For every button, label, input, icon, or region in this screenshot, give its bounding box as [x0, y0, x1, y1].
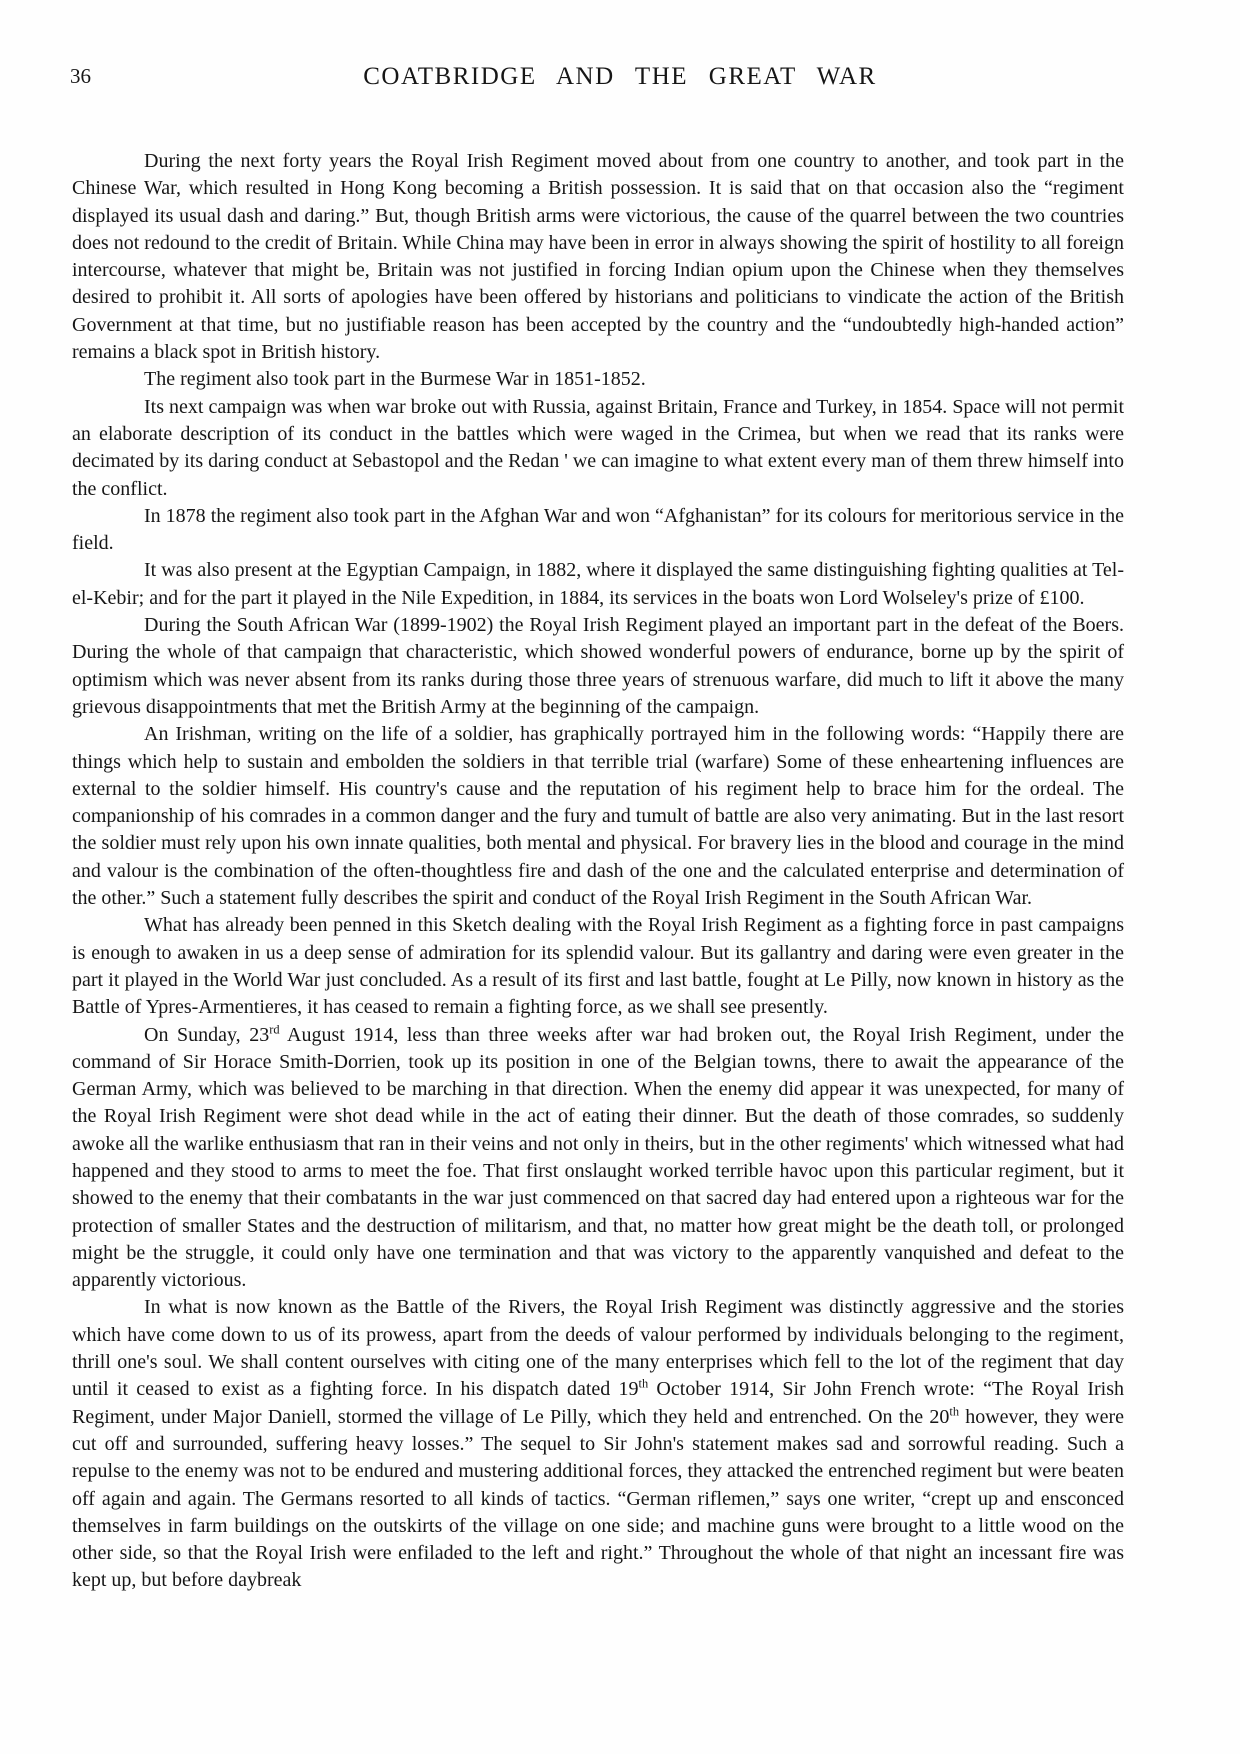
paragraph: In 1878 the regiment also took part in the Afghan War and won “Afghanistan” for its colours for meritorious service in the field.: [72, 504, 1124, 555]
running-title: COATBRIDGE AND THE GREAT WAR: [363, 63, 877, 90]
paragraph: Its next campaign was when war broke out with Russia, against Britain, France and Turkey, in 1854. Space will not permit an elaborate description of its conduct in the battles which were waged in the Crimea, but when we read that its ranks were decimated by its daring conduct at Sebastopol and the Redan ' we can imagine to what extent every man of them threw himself into the conflict.: [72, 395, 1124, 500]
paragraph: What has already been penned in this Sketch dealing with the Royal Irish Regiment as a fighting force in past campaigns is enough to awaken in us a deep sense of admiration for its splendid valour. But its gallantry and daring were even greater in the part it played in the World War just concluded. As a result of its first and last battle, fought at Le Pilly, now known in history as the Battle of Ypres-Armentieres, it has ceased to remain a fighting force, as we shall see presently.: [72, 914, 1124, 1019]
paragraph: On Sunday, 23rd August 1914, less than three weeks after war had broken out, the Royal Irish Regiment, under the command of Sir Horace Smith-Dorrien, took up its position in one of the Belgian towns, there to await the appearance of the German Army, which was believed to be marching in that direction. When the enemy did appear it was unexpected, for many of the Royal Irish Regiment were shot dead while in the act of eating their dinner. But the death of those comrades, so suddenly awoke all the warlike enthusiasm that ran in their veins and not only in theirs, but in the other regiments' which witnessed what had happened and they stood to arms to meet the foe. That first onslaught worked terrible havoc upon this particular regiment, but it showed to the enemy that their combatants in the war just commenced on that sacred day had entered upon a righteous war for the protection of smaller States and the destruction of militarism, and that, no matter how great might be the death toll, or prolonged might be the struggle, it could only have one termination and that was victory to the apparently vanquished and defeat to the apparently victorious.: [72, 1021, 1124, 1292]
page-body: [72, 148, 1124, 1595]
page-header: [0, 0, 1240, 96]
paragraph: During the South African War (1899-1902) the Royal Irish Regiment played an important part in the defeat of the Boers. During the whole of that campaign that characteristic, which showed wonderful powers of endurance, borne up by the spirit of optimism which was never absent from its ranks during those three years of strenuous warfare, did much to lift it above the many grievous disappointments that met the British Army at the beginning of the campaign.: [72, 614, 1124, 718]
paragraph: An Irishman, writing on the life of a soldier, has graphically portrayed him in the following words: “Happily there are things which help to sustain and embolden the soldiers in that terrible trial (warfare) Some of these enheartening influences are external to the soldier himself. His country's cause and the reputation of his regiment help to brace him for the ordeal. The companionship of his comrades in a common danger and the fury and tumult of battle are also very animating. But in the last resort the soldier must rely upon his own innate qualities, both mental and physical. For bravery lies in the blood and courage in the mind and valour is the combination of the often-thoughtless fire and dash of the one and the calculated enterprise and determination of the other.” Such a statement fully describes the spirit and conduct of the Royal Irish Regiment in the South African War.: [72, 723, 1124, 910]
paragraph: During the next forty years the Royal Irish Regiment moved about from one country to another, and took part in the Chinese War, which resulted in Hong Kong becoming a British possession. It is said that on that occasion also the “regiment displayed its usual dash and daring.” But, though British arms were victorious, the cause of the quarrel between the two countries does not redound to the credit of Britain. While China may have been in error in always showing the spirit of hostility to all foreign intercourse, whatever that might be, Britain was not justified in forcing Indian opium upon the Chinese when they themselves desired to prohibit it. All sorts of apologies have been offered by historians and politicians to vindicate the action of the British Government at that time, but no justifiable reason has been accepted by the country and the “undoubtedly high-handed action” remains a black spot in British history.: [72, 150, 1124, 364]
page-number: 36: [70, 64, 91, 88]
paragraph: In what is now known as the Battle of the Rivers, the Royal Irish Regiment was distinctly aggressive and the stories which have come down to us of its prowess, apart from the deeds of valour performed by individuals belonging to the regiment, thrill one's soul. We shall content ourselves with citing one of the many enterprises which fell to the lot of the regiment that day until it ceased to exist as a fighting force. In his dispatch dated 19th October 1914, Sir John French wrote: “The Royal Irish Regiment, under Major Daniell, stormed the village of Le Pilly, which they held and entrenched. On the 20th however, they were cut off and surrounded, suffering heavy losses.” The sequel to Sir John's statement makes sad and sorrowful reading. Such a repulse to the enemy was not to be endured and mustering additional forces, they attacked the entrenched regiment but were beaten off again and again. The Germans resorted to all kinds of tactics. “German riflemen,” says one writer, “crept up and ensconced themselves in farm buildings on the outskirts of the village on one side; and machine guns were brought to a little wood on the other side, so that the Royal Irish were enfiladed to the left and right.” Throughout the whole of that night an incessant fire was kept up, but before daybreak: [72, 1296, 1124, 1592]
paragraph: The regiment also took part in the Burmese War in 1851-1852.: [144, 368, 646, 391]
paragraph: It was also present at the Egyptian Campaign, in 1882, where it displayed the same distinguishing fighting qualities at Tel-el-Kebir; and for the part it played in the Nile Expedition, in 1884, its services in the boats won Lord Wolseley's prize of £100.: [72, 559, 1124, 609]
